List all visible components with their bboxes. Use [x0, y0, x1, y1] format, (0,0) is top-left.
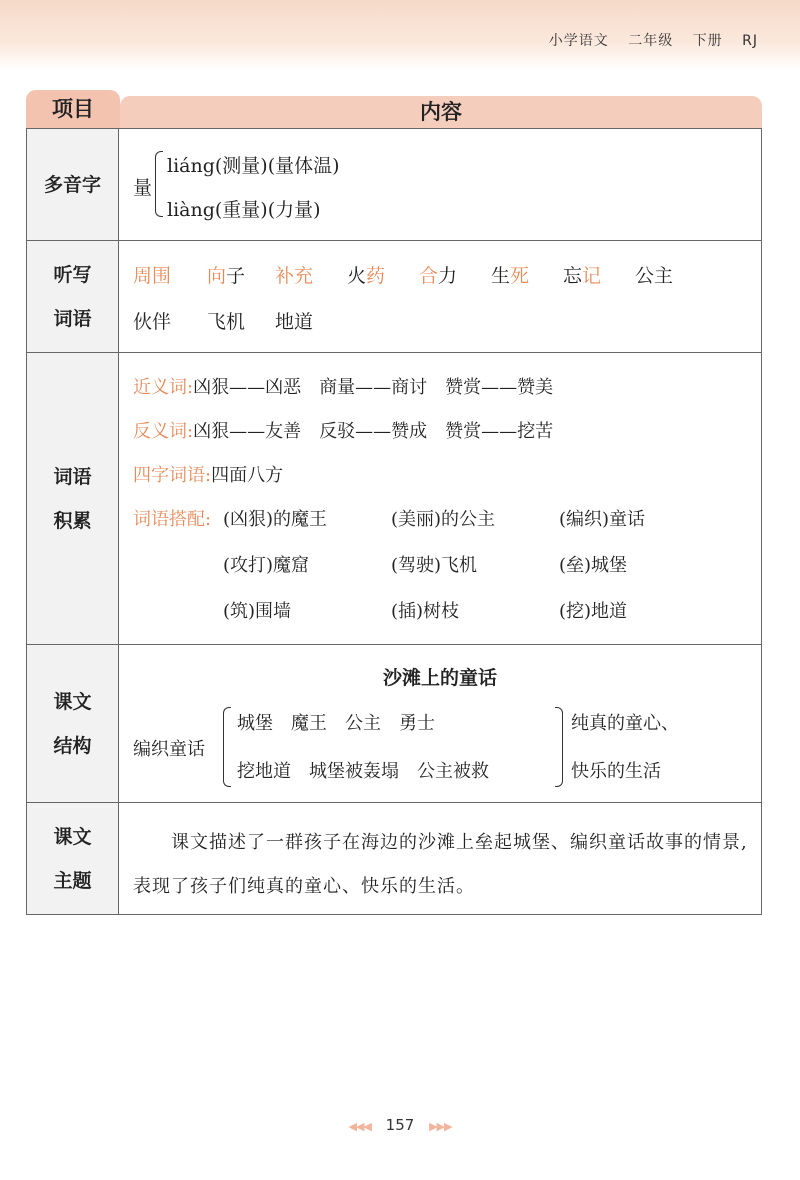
collocation: (凶狠)的魔王 [223, 509, 328, 530]
theme-text: 课文描述了一群孩子在海边的沙滩上垒起城堡、编织童话故事的情景,表现了孩子们纯真的童心、快乐的生活。 [133, 832, 748, 897]
word: 公主 [635, 265, 674, 287]
polyphonic-reading-2: liàng(重量)(力量) [167, 199, 321, 221]
word: 合力 [419, 265, 458, 287]
row-dictation [27, 240, 761, 352]
header-edition: RJ [742, 33, 758, 49]
row-vocabulary [27, 352, 761, 644]
right-arrows-icon: ▶▶▶ [429, 1120, 452, 1133]
page-number: 157 [385, 1116, 415, 1134]
brace [155, 151, 163, 217]
collocation-head: 词语搭配: [133, 509, 212, 530]
header-volume: 下册 [692, 33, 723, 49]
row-structure [27, 644, 761, 802]
antonym-line: 反义词:凶狠——友善 反驳——赞成 赞赏——挖苦 [133, 421, 554, 442]
page-footer [0, 1116, 800, 1134]
collocation: (挖)地道 [559, 601, 628, 622]
header-grade: 二年级 [628, 33, 674, 49]
label-line: 积累 [53, 509, 92, 532]
row-content [119, 645, 761, 802]
word: 伙伴 [133, 311, 172, 333]
left-arrows-icon: ◀◀◀ [348, 1120, 371, 1133]
structure-result-2: 快乐的生活 [571, 761, 661, 782]
synonym-line: 近义词:凶狠——凶恶 商量——商讨 赞赏——赞美 [133, 377, 554, 398]
row-content [119, 803, 761, 914]
structure-branch-2: 挖地道 城堡被轰塌 公主被救 [237, 761, 489, 782]
row-content [119, 129, 761, 240]
word: 生死 [491, 265, 530, 287]
label-line: 听写 [53, 263, 92, 286]
table-head-content: 内容 [120, 96, 762, 128]
collocation: (垒)城堡 [559, 555, 628, 576]
polyphonic-char: 量 [133, 177, 153, 199]
collocation: (驾驶)飞机 [391, 555, 478, 576]
table-head-item: 项目 [26, 90, 120, 128]
collocation: (美丽)的公主 [391, 509, 496, 530]
collocation: (筑)围墙 [223, 601, 292, 622]
row-label [27, 803, 119, 914]
word: 补充 [275, 265, 314, 287]
header-subject: 小学语文 [548, 33, 609, 49]
row-label: 多音字 [27, 129, 119, 240]
collocation: (插)树枝 [391, 601, 460, 622]
summary-table [26, 128, 762, 915]
label-line: 主题 [53, 869, 92, 892]
row-theme [27, 802, 761, 914]
label-line: 课文 [53, 825, 92, 848]
brace [223, 707, 231, 787]
structure-root: 编织童话 [133, 739, 205, 760]
word: 飞机 [207, 311, 246, 333]
word: 地道 [275, 311, 314, 333]
word: 火药 [347, 265, 386, 287]
structure-branch-1: 城堡 魔王 公主 勇士 [237, 713, 435, 734]
label-line: 结构 [53, 734, 92, 757]
row-content [119, 241, 761, 352]
label-line: 课文 [53, 690, 92, 713]
word: 向子 [207, 265, 246, 287]
collocation: (编织)童话 [559, 509, 646, 530]
row-label [27, 645, 119, 802]
brace [555, 707, 563, 787]
page-header [535, 30, 758, 50]
structure-result-1: 纯真的童心、 [571, 713, 679, 734]
idiom-line: 四字词语:四面八方 [133, 465, 284, 486]
row-label [27, 353, 119, 644]
row-content [119, 353, 761, 644]
word: 忘记 [563, 265, 602, 287]
word: 周围 [133, 265, 172, 287]
table-head [26, 90, 762, 128]
row-polyphonic [27, 128, 761, 240]
row-label [27, 241, 119, 352]
polyphonic-reading-1: liáng(测量)(量体温) [167, 155, 340, 177]
structure-title: 沙滩上的童话 [382, 667, 497, 689]
collocation: (攻打)魔窟 [223, 555, 310, 576]
label-line: 词语 [53, 307, 92, 330]
label-line: 词语 [53, 465, 92, 488]
